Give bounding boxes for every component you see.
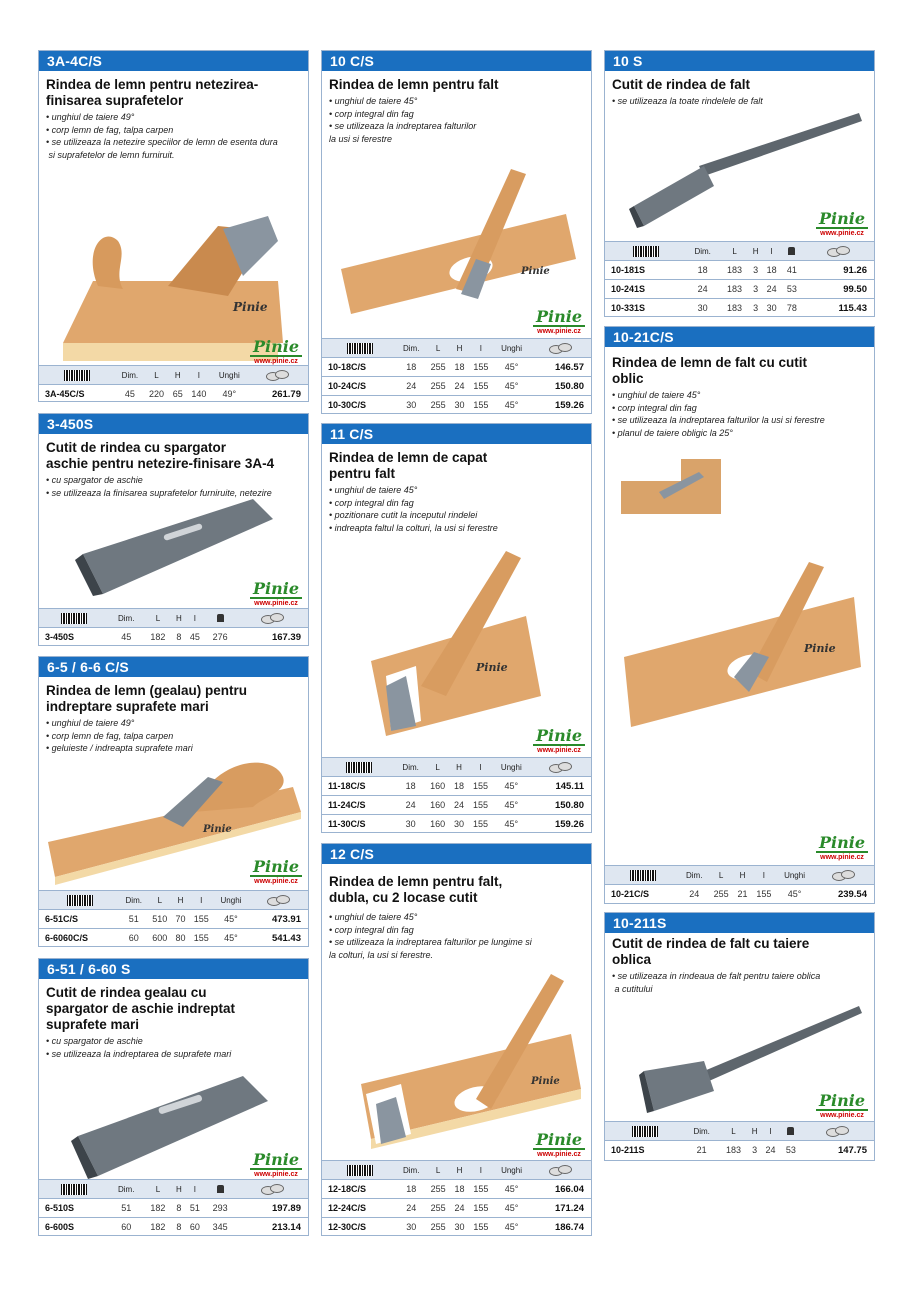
spec-table: Dim. L H I 10-211S 21 183 3 24 53 147.75	[605, 1121, 874, 1160]
feature-list: • unghiul de taiere 45° • corp integral din fag • se utilizeaza la indreptarea falturilor la usi si ferestre	[329, 96, 477, 144]
product-card-10s	[604, 50, 875, 317]
table-row: 6-600S 60 182 8 60 345 213.14	[39, 1218, 308, 1237]
table-row: 10-30C/S 30 255 30 155 45° 159.26	[322, 396, 591, 415]
spec-table: Dim. L H I Unghi 11-18C/S 18 160 18 155 45° 145.11 11-24C/S 24 160 24 155 45° 150.80 11-30C/S 30 160 30 155 45° 159.26	[322, 757, 591, 834]
card-title: Rindea de lemn de capat pentru falt	[329, 450, 488, 481]
package-icon	[782, 242, 802, 261]
product-card-10cs	[321, 50, 592, 414]
spec-table: Dim. L H I Unghi 6-51C/S 51 510 70 155 45° 473.91 6-6060C/S 60 600 80 155 45° 541.43	[39, 890, 308, 948]
barcode-icon	[605, 1122, 685, 1141]
svg-text:Pinie: Pinie	[804, 642, 836, 655]
coins-icon	[235, 609, 308, 628]
coins-icon	[248, 891, 308, 910]
feature-list: • unghiul de taiere 45° • corp integral din fag • se utilizeaza la indreptarea falturilor la usi si ferestre • planul de taiere obligic la 25°	[612, 390, 825, 438]
barcode-icon	[605, 242, 686, 261]
table-row: 12-18C/S 18 255 18 155 45° 166.04	[322, 1180, 591, 1199]
spec-table: Dim. L H I Unghi 12-18C/S 18 255 18 155 45° 166.04 12-24C/S 24 255 24 155 45° 171.24 12-30C/S 30 255 30 155 45° 186.74	[322, 1160, 591, 1237]
coins-icon	[529, 758, 591, 777]
pinie-logo: Pinie www.pinie.cz	[816, 1093, 868, 1120]
card-header: 10 S	[605, 51, 874, 71]
card-title: Rindea de lemn pentru falt, dubla, cu 2 locase cutit	[329, 874, 503, 905]
card-header: 3-450S	[39, 414, 308, 434]
coins-icon	[801, 1122, 874, 1141]
product-card-11cs	[321, 423, 592, 833]
card-title: Rindea de lemn de falt cu cutit oblic	[612, 355, 808, 386]
feature-list: • unghiul de taiere 45° • corp integral din fag • pozitionare cutit la inceputul rindelei • indreapta faltul la colturi, la usi si ferestre	[329, 485, 498, 533]
table-row: 10-211S 21 183 3 24 53 147.75	[605, 1141, 874, 1160]
table-row: 10-24C/S 24 255 24 155 45° 150.80	[322, 377, 591, 396]
rebate-plane-image	[326, 159, 587, 329]
feature-list: • unghiul de taiere 45° • corp integral din fag • se utilizeaza la indreptarea falturilor pe lungime si la colturi, la usi si ferestre.	[329, 912, 532, 960]
rebate-cut-detail-image	[609, 457, 870, 517]
product-card-3-450s	[38, 413, 309, 646]
table-row: 11-18C/S 18 160 18 155 45° 145.11	[322, 777, 591, 796]
pinie-logo: Pinie www.pinie.cz	[816, 211, 868, 238]
product-card-10-211s	[604, 912, 875, 1161]
product-card-12cs	[321, 843, 592, 1236]
card-header: 10-211S	[605, 913, 874, 933]
pinie-logo: Pinie www.pinie.cz	[533, 728, 585, 755]
double-rebate-plane-image	[326, 969, 587, 1154]
barcode-icon	[322, 1161, 397, 1180]
pinie-logo: Pinie www.pinie.cz	[533, 309, 585, 336]
table-row: 12-24C/S 24 255 24 155 45° 171.24	[322, 1199, 591, 1218]
table-row: 12-30C/S 30 255 30 155 45° 186.74	[322, 1218, 591, 1237]
card-header: 10 C/S	[322, 51, 591, 71]
card-title: Cutit de rindea cu spargator aschie pentru netezire-finisare 3A-4	[46, 440, 275, 471]
svg-text:Pinie: Pinie	[233, 300, 268, 314]
product-card-3a-4cs	[38, 50, 309, 402]
table-row: 11-24C/S 24 160 24 155 45° 150.80	[322, 796, 591, 815]
table-row: 6-6060C/S 60 600 80 155 45° 541.43	[39, 929, 308, 948]
barcode-icon	[39, 1180, 110, 1199]
barcode-icon	[39, 366, 116, 385]
pinie-logo: Pinie www.pinie.cz	[250, 339, 302, 366]
coins-icon	[247, 366, 308, 385]
spec-table: Dim. L H I 10-181S 18 183 3 18 41 91.26 10-241S 24 183 3 24 53 99.50 10-331S 30 183 3 30 78 115.43	[605, 241, 874, 318]
table-row: 6-51C/S 51 510 70 155 45° 473.91	[39, 910, 308, 929]
pinie-logo: Pinie www.pinie.cz	[250, 581, 302, 608]
card-title: Rindea de lemn (gealau) pentru indreptare suprafete mari	[46, 683, 248, 714]
barcode-icon	[322, 758, 397, 777]
svg-text:Pinie: Pinie	[521, 266, 550, 277]
table-row: 3-450S 45 182 8 45 276 167.39	[39, 628, 308, 647]
barcode-icon	[605, 866, 680, 885]
svg-text:Pinie: Pinie	[203, 824, 232, 835]
coins-icon	[812, 866, 874, 885]
card-title: Rindea de lemn pentru netezirea- finisarea suprafetelor	[46, 77, 259, 108]
table-row: 10-181S 18 183 3 18 41 91.26	[605, 261, 874, 280]
spec-table: Dim. L H I Unghi 10-21C/S 24 255 21 155 45° 239.54	[605, 865, 874, 904]
card-title: Cutit de rindea de falt cu taiere oblica	[612, 936, 810, 967]
pinie-logo: Pinie www.pinie.cz	[533, 1132, 585, 1159]
product-card-6-5-6-6cs	[38, 656, 309, 947]
pinie-logo: Pinie www.pinie.cz	[250, 859, 302, 886]
spec-table: Dim. L H I 3-450S 45 182 8 45 276 167.39	[39, 608, 308, 647]
spec-table: Dim. L H I Unghi 3A-45C/S 45 220 65 140 49° 261.79	[39, 365, 308, 404]
table-row: 10-331S 30 183 3 30 78 115.43	[605, 299, 874, 318]
coins-icon	[529, 1161, 591, 1180]
barcode-icon	[322, 339, 397, 358]
card-header: 6-5 / 6-6 C/S	[39, 657, 308, 677]
feature-list: • se utilizeaza in rindeaua de falt pentru taiere oblica a cutitului	[612, 971, 821, 994]
end-rebate-plane-image	[326, 546, 587, 746]
barcode-icon	[39, 891, 120, 910]
coins-icon	[802, 242, 874, 261]
table-row: 11-30C/S 30 160 30 155 45° 159.26	[322, 815, 591, 834]
product-card-10-21cs	[604, 326, 875, 904]
card-title: Rindea de lemn pentru falt	[329, 77, 499, 92]
product-card-6-51-6-60s	[38, 958, 309, 1236]
svg-text:Pinie: Pinie	[531, 1076, 560, 1087]
package-icon	[781, 1122, 801, 1141]
table-row: 10-241S 24 183 3 24 53 99.50	[605, 280, 874, 299]
feature-list: • se utilizeaza la toate rindelele de falt	[612, 96, 763, 106]
spec-table: Dim. L H I 6-510S 51 182 8 51 293 197.89 6-600S 60 182 8 60 345 213.14	[39, 1179, 308, 1237]
feature-list: • cu spargator de aschie • se utilizeaza la indreptarea de suprafete mari	[46, 1036, 232, 1059]
card-header: 6-51 / 6-60 S	[39, 959, 308, 979]
table-row: 3A-45C/S 45 220 65 140 49° 261.79	[39, 385, 308, 404]
card-header: 3A-4C/S	[39, 51, 308, 71]
package-icon	[205, 1180, 235, 1199]
table-row: 10-18C/S 18 255 18 155 45° 146.57	[322, 358, 591, 377]
skew-rebate-plane-image	[609, 552, 870, 742]
package-icon	[205, 609, 235, 628]
pinie-logo: Pinie www.pinie.cz	[816, 835, 868, 862]
card-title: Cutit de rindea gealau cu spargator de aschie indreptat suprafete mari	[46, 985, 236, 1032]
feature-list: • unghiul de taiere 49° • corp lemn de fag, talpa carpen • se utilizeaza la netezire speciilor de lemn de esenta dura si suprafetelor de lemn furniruit.	[46, 112, 278, 160]
table-row: 6-510S 51 182 8 51 293 197.89	[39, 1199, 308, 1218]
coins-icon	[529, 339, 591, 358]
table-row: 10-21C/S 24 255 21 155 45° 239.54	[605, 885, 874, 904]
card-header: 10-21C/S	[605, 327, 874, 347]
pinie-logo: Pinie www.pinie.cz	[250, 1152, 302, 1179]
coins-icon	[235, 1180, 308, 1199]
svg-text:Pinie: Pinie	[476, 661, 508, 674]
card-title: Cutit de rindea de falt	[612, 77, 751, 92]
barcode-icon	[39, 609, 110, 628]
feature-list: • unghiul de taiere 49° • corp lemn de fag, talpa carpen • geluieste / indreapta suprafete mari	[46, 718, 193, 753]
feature-list: • cu spargator de aschie • se utilizeaza la finisarea suprafetelor furniruite, netezire	[46, 475, 272, 498]
spec-table: Dim. L H I Unghi 10-18C/S 18 255 18 155 45° 146.57 10-24C/S 24 255 24 155 45° 150.80 10-30C/S 30 255 30 155 45° 159.26	[322, 338, 591, 415]
card-header: 12 C/S	[322, 844, 591, 864]
card-header: 11 C/S	[322, 424, 591, 444]
